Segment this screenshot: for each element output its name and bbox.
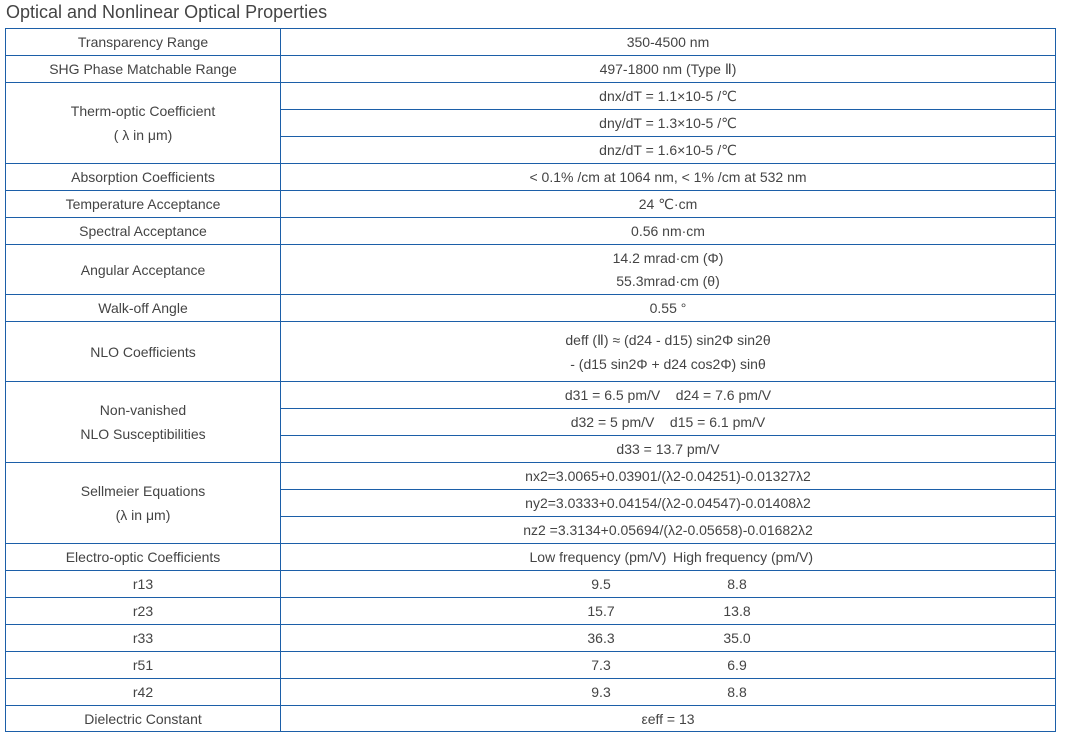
electro-label: Electro-optic Coefficients	[65, 549, 221, 565]
r13-value	[281, 571, 1055, 597]
temperature-value: 24 ℃·cm	[638, 195, 698, 212]
thermo-label-line2: ( λ in μm)	[113, 127, 173, 143]
absorption-label: Absorption Coefficients	[71, 169, 215, 185]
shg-value: 497-1800 nm (Type Ⅱ)	[599, 60, 737, 77]
sellmeier-value-x: nx2=3.0065+0.03901/(λ2-0.04251)-0.01327λ2	[525, 468, 811, 484]
nlo-label: NLO Coefficients	[90, 343, 196, 360]
absorption-value: < 0.1% /cm at 1064 nm, < 1% /cm at 532 nm	[529, 169, 807, 185]
r42-high: 8.8	[727, 684, 747, 700]
r23-low: 15.7	[587, 603, 615, 619]
r51-value	[281, 652, 1055, 678]
thermo-value-x: dnx/dT = 1.1×10-5 /℃	[599, 87, 737, 104]
thermo-label	[6, 83, 280, 163]
r13-high: 8.8	[727, 576, 747, 592]
temperature-label: Temperature Acceptance	[65, 196, 221, 212]
electro-high-header: High frequency (pm/V)	[672, 549, 814, 565]
nlo-value-line2: - (d15 sin2Φ + d24 cos2Φ) sinθ	[570, 355, 766, 372]
dielectric-label: Dielectric Constant	[84, 710, 202, 727]
r33-low: 36.3	[587, 630, 615, 646]
susc-label	[6, 382, 280, 462]
dielectric-value: εeff = 13	[641, 710, 695, 727]
angular-value-phi: 14.2 mrad·cm (Φ)	[612, 249, 724, 266]
walkoff-value: 0.55 °	[649, 300, 687, 316]
thermo-value-y: dny/dT = 1.3×10-5 /℃	[599, 114, 737, 131]
r33-label: r33	[132, 630, 154, 646]
r42-value	[281, 679, 1055, 705]
susc-value-2: d32 = 5 pm/V d15 = 6.1 pm/V	[570, 414, 766, 430]
electro-low-header: Low frequency (pm/V)	[529, 549, 667, 565]
nlo-value	[281, 322, 1055, 381]
r33-value	[281, 625, 1055, 651]
susc-label-line2: NLO Susceptibilities	[80, 426, 206, 442]
susc-label-line1: Non-vanished	[99, 402, 187, 418]
r13-low: 9.5	[591, 576, 611, 592]
nlo-value-line1: deff (Ⅱ) ≈ (d24 - d15) sin2Φ sin2θ	[565, 331, 771, 348]
angular-value	[281, 245, 1055, 294]
angular-value-theta: 55.3mrad·cm (θ)	[616, 272, 720, 289]
shg-label: SHG Phase Matchable Range	[49, 61, 237, 77]
sellmeier-value-y: ny2=3.0333+0.04154/(λ2-0.04547)-0.01408λ2	[525, 495, 811, 511]
r51-low: 7.3	[591, 657, 611, 673]
susc-value-1: d31 = 6.5 pm/V d24 = 7.6 pm/V	[564, 387, 772, 403]
spectral-value: 0.56 nm·cm	[631, 223, 705, 239]
r33-high: 35.0	[723, 630, 751, 646]
r42-low: 9.3	[591, 684, 611, 700]
page-title: Optical and Nonlinear Optical Properties	[6, 2, 328, 22]
r23-high: 13.8	[723, 603, 751, 619]
angular-label: Angular Acceptance	[80, 261, 206, 278]
sellmeier-label	[6, 463, 280, 543]
susc-value-3: d33 = 13.7 pm/V	[616, 441, 720, 457]
spectral-label: Spectral Acceptance	[79, 223, 207, 239]
walkoff-label: Walk-off Angle	[98, 300, 188, 316]
transparency-value: 350-4500 nm	[626, 34, 710, 50]
r42-label: r42	[132, 684, 154, 700]
r23-label: r23	[132, 603, 154, 619]
thermo-label-line1: Therm-optic Coefficient	[70, 103, 216, 119]
electro-value	[281, 544, 1055, 570]
sellmeier-label-line1: Sellmeier Equations	[80, 483, 206, 499]
sellmeier-label-line2: (λ in μm)	[115, 507, 171, 523]
properties-table	[5, 28, 1056, 732]
thermo-value-z: dnz/dT = 1.6×10-5 /℃	[599, 141, 737, 158]
sellmeier-value-z: nz2 =3.3134+0.05694/(λ2-0.05658)-0.01682λ2	[523, 522, 813, 538]
r51-label: r51	[132, 657, 154, 673]
r51-high: 6.9	[727, 657, 747, 673]
transparency-label: Transparency Range	[77, 34, 209, 50]
r13-label: r13	[132, 576, 154, 592]
r23-value	[281, 598, 1055, 624]
